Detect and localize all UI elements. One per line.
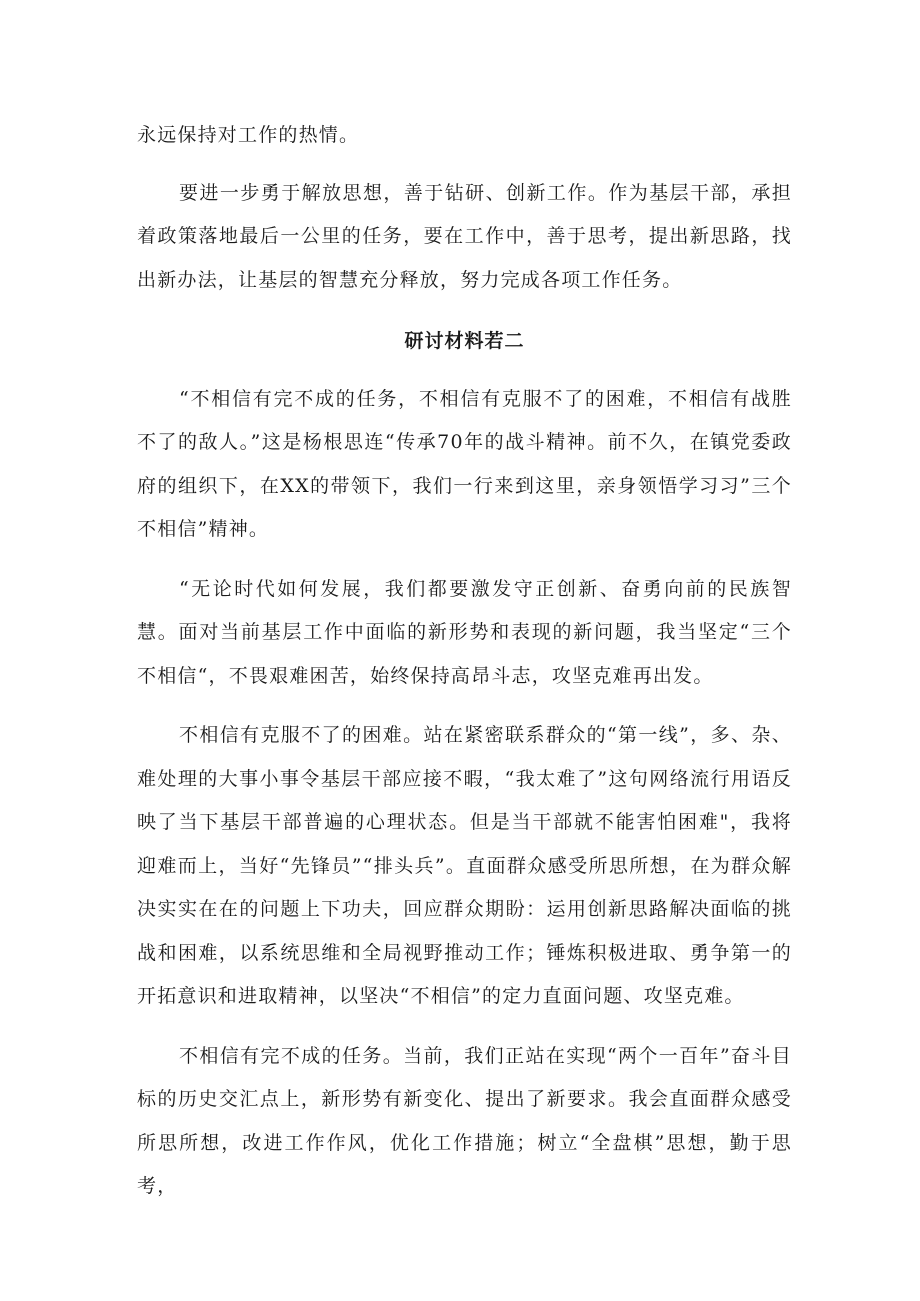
document-body: [137, 114, 792, 1209]
paragraph-liberate-thinking: 要进一步勇于解放思想，善于钻研、创新工作。作为基层干部，承担着政策落地最后一公里的任务，要在工作中，善于思考，提出新思路，找出新办法，让基层的智慧充分释放，努力完成各项工作任务。: [137, 181, 792, 291]
paragraph-complete-tasks: 不相信有完不成的任务。当前，我们正站在实现“两个一百年”奋斗目标的历史交汇点上，新形势有新变化、提出了新要求。我会直面群众感受所思所想，改进工作作风，优化工作措施；树立“全盘棋”思想，勤于思考，: [137, 1044, 792, 1197]
paragraph-continuation: 永远保持对工作的热情。: [137, 124, 360, 146]
paragraph-three-disbeliefs-quote: “不相信有完不成的任务，不相信有克服不了的困难，不相信有战胜不了的敌人。”这是杨根思连“传承70年的战斗精神。前不久，在镇党委政府的组织下，在XX的带领下，我们一行来到这里，亲身领悟学习习”三个不相信”精神。: [137, 387, 792, 540]
section-heading: 研讨材料若二: [404, 330, 525, 352]
paragraph-overcome-difficulties: 不相信有克服不了的困难。站在紧密联系群众的“第一线”，多、杂、难处理的大事小事令基层干部应接不暇，“我太难了”这句网络流行用语反映了当下基层干部普遍的心理状态。但是当干部就不能害怕困难"，我将迎难而上，当好“先锋员”“排头兵”。直面群众感受所思所想，在为群众解决实实在在的问题上下功夫，回应群众期盼：运用创新思路解决面临的挑战和困难，以系统思维和全局视野推动工作；锤炼积极进取、勇争第一的开拓意识和进取精神，以坚决“不相信”的定力直面问题、攻坚克难。: [137, 724, 792, 1007]
paragraph-national-wisdom: “无论时代如何发展，我们都要激发守正创新、奋勇向前的民族智慧。面对当前基层工作中面临的新形势和表现的新问题，我当坚定“三个不相信“，不畏艰难困苦，始终保持高昂斗志，攻坚克难再出发。: [137, 577, 792, 687]
